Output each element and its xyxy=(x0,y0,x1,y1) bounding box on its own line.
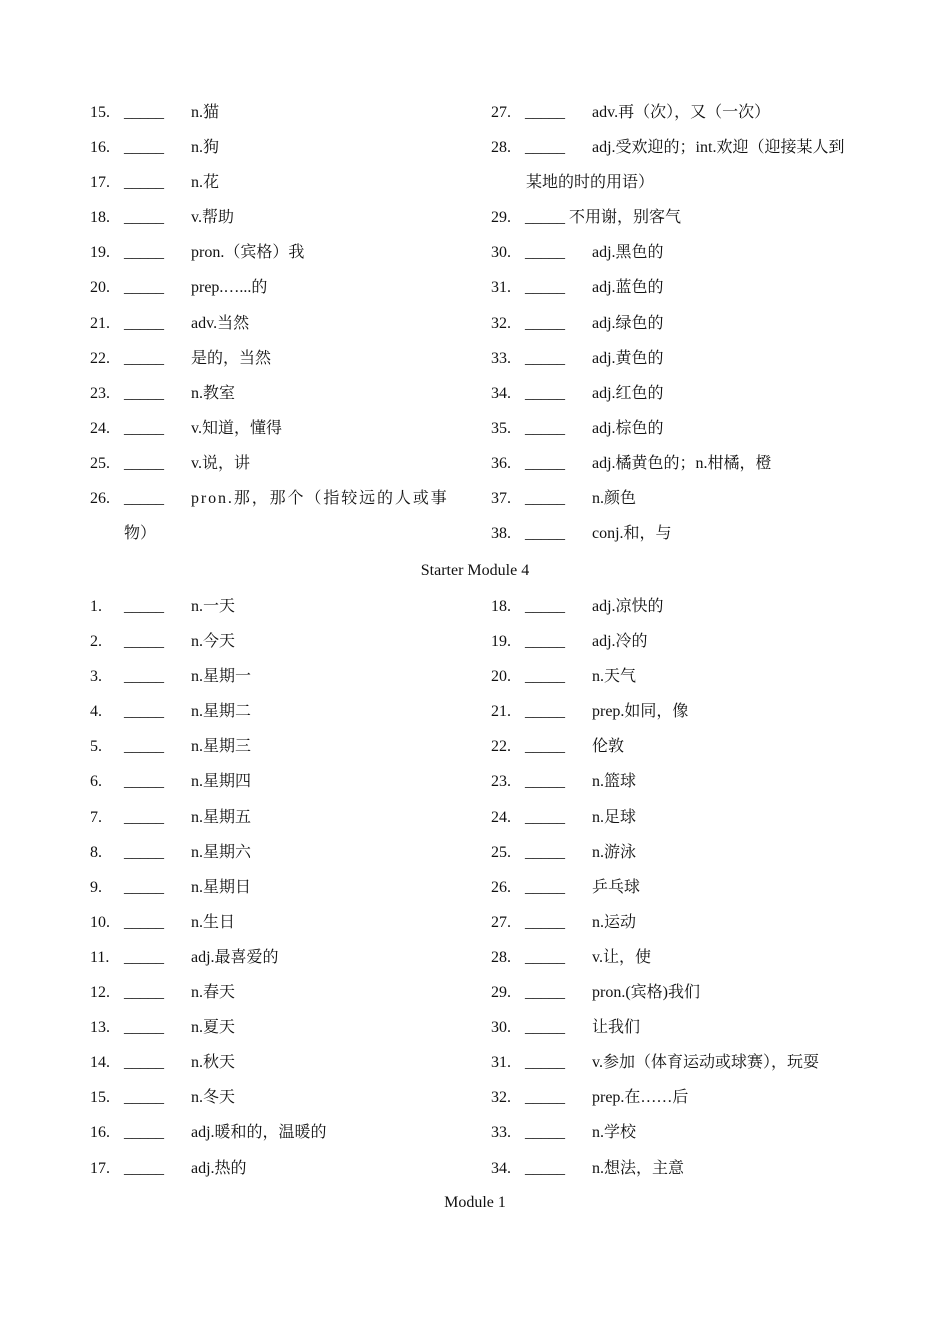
item-number: 23. xyxy=(90,384,110,402)
answer-blank[interactable]: _____ xyxy=(525,878,565,896)
item-definition: 乒乓球 xyxy=(592,878,641,896)
item-definition: 伦敦 xyxy=(592,738,625,756)
item-definition: n.运动 xyxy=(592,913,637,931)
item-definition: n.花 xyxy=(191,174,220,192)
item-number: 16. xyxy=(90,139,110,157)
vocab-item xyxy=(90,1010,490,1045)
item-definition: adj.黄色的 xyxy=(592,349,664,367)
answer-blank[interactable]: _____ xyxy=(525,738,565,756)
item-definition: n.教室 xyxy=(191,384,236,402)
vocab-item xyxy=(90,95,490,130)
answer-blank[interactable]: _____ xyxy=(525,525,565,543)
item-definition: n.夏天 xyxy=(191,1019,236,1037)
item-number: 25. xyxy=(491,843,511,861)
answer-blank[interactable]: _____ xyxy=(525,913,565,931)
item-number: 3. xyxy=(90,668,102,686)
vocab-item xyxy=(491,516,866,551)
vocab-item xyxy=(491,975,866,1010)
vocab-item xyxy=(491,481,866,516)
item-definition: adj.冷的 xyxy=(592,633,648,651)
item-number: 35. xyxy=(491,419,511,437)
item-number: 2. xyxy=(90,633,102,651)
answer-blank[interactable]: _____ xyxy=(525,209,565,227)
answer-blank[interactable]: _____ xyxy=(124,174,164,192)
item-number: 28. xyxy=(491,948,511,966)
vocab-item xyxy=(90,624,490,659)
answer-blank[interactable]: _____ xyxy=(525,773,565,791)
vocab-item xyxy=(90,130,490,165)
answer-blank[interactable]: _____ xyxy=(124,139,164,157)
item-definition: n.颜色 xyxy=(592,490,637,508)
item-definition: n.星期五 xyxy=(191,808,252,826)
answer-blank[interactable]: _____ xyxy=(124,314,164,332)
vocab-item xyxy=(90,729,490,764)
item-definition: n.冬天 xyxy=(191,1089,236,1107)
vocab-item xyxy=(491,694,866,729)
item-number: 31. xyxy=(491,279,511,297)
answer-blank[interactable]: _____ xyxy=(525,1089,565,1107)
item-number: 4. xyxy=(90,703,102,721)
section1-right-column xyxy=(491,95,866,551)
item-number: 20. xyxy=(491,668,511,686)
item-number: 9. xyxy=(90,878,102,896)
item-number: 10. xyxy=(90,913,110,931)
answer-blank[interactable]: _____ xyxy=(124,490,164,508)
item-number: 29. xyxy=(491,984,511,1002)
item-definition: adj.最喜爱的 xyxy=(191,948,279,966)
item-number: 32. xyxy=(491,1089,511,1107)
item-definition: 让我们 xyxy=(592,1019,641,1037)
vocab-item xyxy=(491,1115,866,1150)
answer-blank[interactable]: _____ xyxy=(124,1089,164,1107)
answer-blank[interactable]: _____ xyxy=(525,668,565,686)
vocab-item xyxy=(491,270,866,305)
item-number: 33. xyxy=(491,1124,511,1142)
item-definition: n.春天 xyxy=(191,984,236,1002)
vocab-item xyxy=(90,165,490,200)
answer-blank[interactable]: _____ xyxy=(525,948,565,966)
answer-blank[interactable]: _____ xyxy=(525,314,565,332)
item-number: 11. xyxy=(90,948,110,966)
item-number: 27. xyxy=(491,104,511,121)
item-definition: n.篮球 xyxy=(592,773,637,791)
item-definition: v.让，使 xyxy=(592,948,651,966)
answer-blank[interactable]: _____ xyxy=(525,279,565,297)
item-number: 38. xyxy=(491,525,511,543)
vocab-item xyxy=(90,589,490,624)
item-number: 34. xyxy=(491,384,511,402)
answer-blank[interactable]: _____ xyxy=(124,703,164,721)
item-number: 22. xyxy=(491,738,511,756)
vocab-item xyxy=(491,1151,866,1186)
item-definition: prep.…...的 xyxy=(191,279,268,297)
item-number: 22. xyxy=(90,349,110,367)
item-definition: n.猫 xyxy=(191,104,220,121)
item-definition: adj.蓝色的 xyxy=(592,279,664,297)
item-definition: adj.黑色的 xyxy=(592,244,664,262)
item-definition: n.秋天 xyxy=(191,1054,236,1072)
item-definition: n.生日 xyxy=(191,913,236,931)
answer-blank[interactable]: _____ xyxy=(525,1159,565,1177)
answer-blank[interactable]: _____ xyxy=(525,244,565,262)
item-number: 14. xyxy=(90,1054,110,1072)
item-number: 7. xyxy=(90,808,102,826)
item-number: 24. xyxy=(491,808,511,826)
vocab-item xyxy=(90,835,490,870)
item-definition: n.星期六 xyxy=(191,843,252,861)
item-number: 34. xyxy=(491,1159,511,1177)
answer-blank[interactable]: _____ xyxy=(124,279,164,297)
item-number: 30. xyxy=(491,244,511,262)
answer-blank[interactable]: _____ xyxy=(124,984,164,1002)
item-definition: n.星期日 xyxy=(191,878,252,896)
vocab-item xyxy=(491,835,866,870)
vocab-item xyxy=(491,1045,866,1080)
answer-blank[interactable]: _____ xyxy=(124,1159,164,1177)
item-definition: adj.棕色的 xyxy=(592,419,664,437)
vocab-item xyxy=(90,306,490,341)
answer-blank[interactable]: _____ xyxy=(525,1124,565,1142)
answer-blank[interactable]: _____ xyxy=(525,703,565,721)
vocab-item xyxy=(491,624,866,659)
item-number: 16. xyxy=(90,1124,110,1142)
answer-blank[interactable]: _____ xyxy=(525,843,565,861)
item-definition: adj.绿色的 xyxy=(592,314,664,332)
item-number: 29. xyxy=(491,209,511,227)
item-definition: adj.热的 xyxy=(191,1159,247,1177)
section-title-starter-module-4: Starter Module 4 xyxy=(420,562,530,579)
item-number: 31. xyxy=(491,1054,511,1072)
answer-blank[interactable]: _____ xyxy=(124,633,164,651)
vocab-item xyxy=(90,659,490,694)
item-number: 26. xyxy=(90,490,110,508)
vocab-item xyxy=(491,411,866,446)
answer-blank[interactable]: _____ xyxy=(525,633,565,651)
answer-blank[interactable]: _____ xyxy=(525,808,565,826)
item-definition: prep.如同，像 xyxy=(592,703,689,721)
vocab-item xyxy=(90,800,490,835)
item-number: 37. xyxy=(491,490,511,508)
item-definition: n.学校 xyxy=(592,1124,637,1142)
vocab-item xyxy=(90,1115,490,1150)
vocab-item xyxy=(90,446,490,481)
answer-blank[interactable]: _____ xyxy=(124,1019,164,1037)
item-number: 36. xyxy=(491,454,511,472)
vocab-item xyxy=(491,376,866,411)
item-definition: adj.暖和的，温暖的 xyxy=(191,1124,327,1142)
vocab-item xyxy=(491,341,866,376)
item-number: 24. xyxy=(90,419,110,437)
answer-blank[interactable]: _____ xyxy=(124,454,164,472)
answer-blank[interactable]: _____ xyxy=(525,349,565,367)
item-number: 1. xyxy=(90,598,102,615)
item-number: 15. xyxy=(90,1089,110,1107)
answer-blank[interactable]: _____ xyxy=(124,738,164,756)
section2-right-column xyxy=(491,589,866,1186)
item-number: 30. xyxy=(491,1019,511,1037)
item-definition: 不用谢，别客气 xyxy=(569,209,682,227)
answer-blank[interactable]: _____ xyxy=(124,878,164,896)
item-number: 27. xyxy=(491,913,511,931)
vocab-item xyxy=(90,905,490,940)
item-definition-continuation: 物） xyxy=(124,525,157,543)
item-definition: adj.橘黄色的；n.柑橘，橙 xyxy=(592,454,772,472)
vocab-item xyxy=(491,940,866,975)
item-definition: n.游泳 xyxy=(592,843,637,861)
item-definition: v.知道，懂得 xyxy=(191,419,282,437)
vocab-item xyxy=(90,975,490,1010)
vocab-item xyxy=(491,130,866,165)
vocab-item xyxy=(491,659,866,694)
item-number: 18. xyxy=(491,598,511,615)
item-number: 21. xyxy=(90,314,110,332)
item-number: 28. xyxy=(491,139,511,157)
vocab-item xyxy=(90,481,490,516)
answer-blank[interactable]: _____ xyxy=(124,384,164,402)
item-number: 21. xyxy=(491,703,511,721)
vocab-item xyxy=(491,235,866,270)
vocab-item xyxy=(90,940,490,975)
answer-blank[interactable]: _____ xyxy=(124,349,164,367)
item-definition: n.星期一 xyxy=(191,668,252,686)
item-number: 5. xyxy=(90,738,102,756)
item-definition: adv.再（次），又（一次） xyxy=(592,104,771,121)
item-definition: prep.在……后 xyxy=(592,1089,689,1107)
item-number: 32. xyxy=(491,314,511,332)
section2-left-column xyxy=(90,589,490,1186)
item-definition: n.星期四 xyxy=(191,773,252,791)
item-number: 26. xyxy=(491,878,511,896)
answer-blank[interactable]: _____ xyxy=(525,104,565,121)
section1-left-column xyxy=(90,95,490,551)
item-definition: adj.受欢迎的；int.欢迎（迎接某人到 xyxy=(592,139,845,157)
item-definition: pron.那，那个（指较远的人或事 xyxy=(191,490,449,508)
vocab-item xyxy=(491,800,866,835)
item-number: 33. xyxy=(491,349,511,367)
item-definition: n.天气 xyxy=(592,668,637,686)
section-title-module-1: Module 1 xyxy=(444,1194,506,1211)
item-definition: v.参加（体育运动或球赛），玩耍 xyxy=(592,1054,819,1072)
item-definition: v.说，讲 xyxy=(191,454,250,472)
item-number: 12. xyxy=(90,984,110,1002)
answer-blank[interactable]: _____ xyxy=(525,1054,565,1072)
item-number: 20. xyxy=(90,279,110,297)
item-definition: adv.当然 xyxy=(191,314,250,332)
answer-blank[interactable]: _____ xyxy=(525,139,565,157)
vocab-item xyxy=(90,411,490,446)
answer-blank[interactable]: _____ xyxy=(525,1019,565,1037)
vocab-item xyxy=(90,200,490,235)
vocab-item xyxy=(90,1080,490,1115)
answer-blank[interactable]: _____ xyxy=(525,419,565,437)
vocab-item xyxy=(491,200,866,235)
answer-blank[interactable]: _____ xyxy=(124,668,164,686)
vocab-item xyxy=(491,95,866,130)
vocab-item xyxy=(90,764,490,799)
answer-blank[interactable]: _____ xyxy=(124,209,164,227)
vocab-item xyxy=(491,1080,866,1115)
item-number: 19. xyxy=(90,244,110,262)
vocab-item xyxy=(491,1010,866,1045)
vocab-item xyxy=(90,235,490,270)
answer-blank[interactable]: _____ xyxy=(525,384,565,402)
item-definition: v.帮助 xyxy=(191,209,234,227)
vocab-item xyxy=(491,905,866,940)
item-definition: n.星期二 xyxy=(191,703,252,721)
item-number: 15. xyxy=(90,104,110,121)
vocab-item xyxy=(90,270,490,305)
item-number: 8. xyxy=(90,843,102,861)
vocab-item xyxy=(491,306,866,341)
answer-blank[interactable]: _____ xyxy=(124,1124,164,1142)
answer-blank[interactable]: _____ xyxy=(124,948,164,966)
answer-blank[interactable]: _____ xyxy=(124,419,164,437)
answer-blank[interactable]: _____ xyxy=(124,773,164,791)
answer-blank[interactable]: _____ xyxy=(124,104,164,121)
item-number: 17. xyxy=(90,174,110,192)
item-number: 25. xyxy=(90,454,110,472)
vocab-item xyxy=(90,694,490,729)
item-number: 6. xyxy=(90,773,102,791)
vocab-item xyxy=(491,764,866,799)
item-definition: n.今天 xyxy=(191,633,236,651)
answer-blank[interactable]: _____ xyxy=(124,244,164,262)
item-definition: 是的，当然 xyxy=(191,349,272,367)
vocab-item xyxy=(90,376,490,411)
answer-blank[interactable]: _____ xyxy=(124,598,164,615)
vocab-item xyxy=(491,729,866,764)
answer-blank[interactable]: _____ xyxy=(124,1054,164,1072)
answer-blank[interactable]: _____ xyxy=(124,843,164,861)
item-number: 18. xyxy=(90,209,110,227)
answer-blank[interactable]: _____ xyxy=(525,490,565,508)
answer-blank[interactable]: _____ xyxy=(525,984,565,1002)
item-definition: n.一天 xyxy=(191,598,236,615)
vocab-item xyxy=(491,589,866,624)
vocab-item xyxy=(90,1151,490,1186)
answer-blank[interactable]: _____ xyxy=(525,454,565,472)
item-definition: adj.红色的 xyxy=(592,384,664,402)
item-definition: n.狗 xyxy=(191,139,220,157)
vocab-item xyxy=(491,870,866,905)
vocab-item xyxy=(90,1045,490,1080)
item-number: 23. xyxy=(491,773,511,791)
item-number: 19. xyxy=(491,633,511,651)
vocab-item xyxy=(90,870,490,905)
item-definition: n.星期三 xyxy=(191,738,252,756)
item-definition: n.想法，主意 xyxy=(592,1159,685,1177)
answer-blank[interactable]: _____ xyxy=(124,913,164,931)
answer-blank[interactable]: _____ xyxy=(525,598,565,615)
item-definition: conj.和，与 xyxy=(592,525,672,543)
item-number: 13. xyxy=(90,1019,110,1037)
item-number: 17. xyxy=(90,1159,110,1177)
item-definition: n.足球 xyxy=(592,808,637,826)
item-definition: adj.凉快的 xyxy=(592,598,664,615)
item-definition: pron.(宾格)我们 xyxy=(592,984,700,1002)
item-definition: pron.（宾格）我 xyxy=(191,244,305,262)
item-definition-continuation: 某地的时的用语） xyxy=(526,174,655,192)
vocab-item xyxy=(491,446,866,481)
vocab-item xyxy=(90,341,490,376)
answer-blank[interactable]: _____ xyxy=(124,808,164,826)
